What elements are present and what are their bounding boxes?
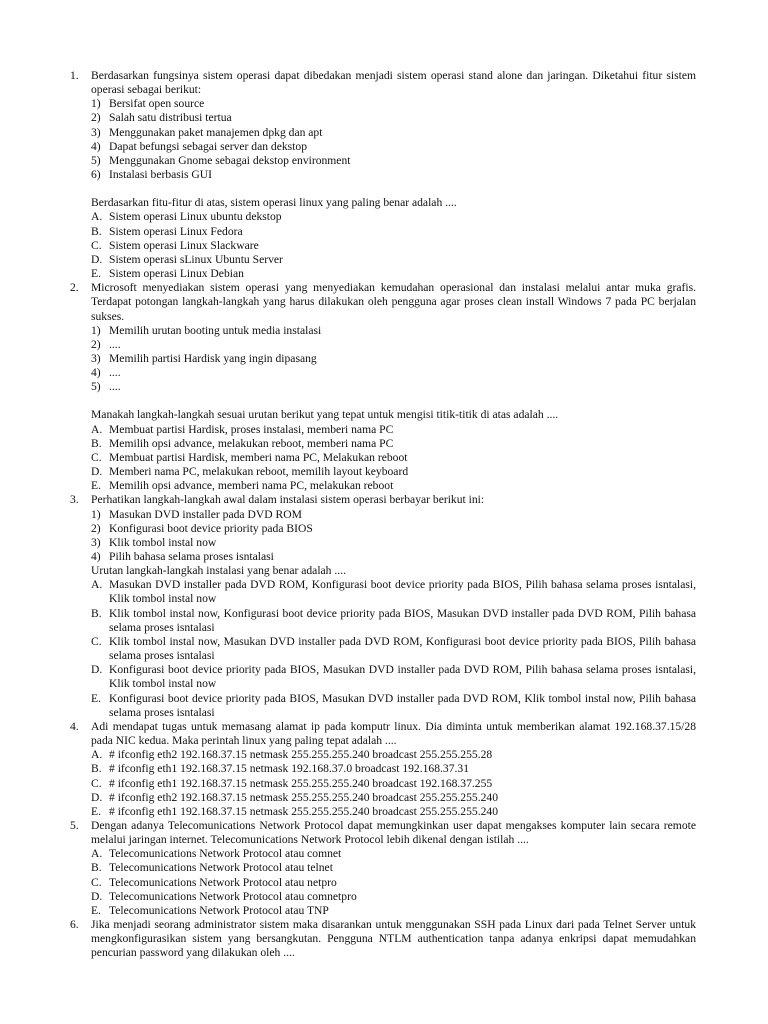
answer-option (91, 847, 696, 861)
option-text: # ifconfig eth1 192.168.37.15 netmask 255.255.255.240 broadcast 192.168.37.255 (109, 776, 493, 790)
item-text: Salah satu distribusi tertua (109, 111, 232, 125)
item-marker: 1) (91, 323, 101, 337)
answer-option (91, 423, 696, 437)
answer-option (91, 451, 696, 465)
option-text: # ifconfig eth2 192.168.37.15 netmask 255.255.255.240 broadcast 255.255.255.240 (109, 790, 498, 804)
answer-option (91, 861, 696, 875)
option-marker: B. (91, 606, 102, 620)
option-marker: E. (91, 691, 101, 705)
question-stem: Perhatikan langkah-langkah awal dalam instalasi sistem operasi berbayar berikut ini: (91, 493, 485, 507)
question-stem: Microsoft menyediakan sistem operasi yang menyediakan kemudahan operasional dan instalasi melalui antar muka grafis. Terdapat potongan langkah-langkah yang harus dilakukan oleh pengguna agar proses clean install Windows 7 pada PC berjalan sukses. (91, 281, 696, 323)
list-item (91, 550, 696, 564)
option-marker: D. (91, 889, 103, 903)
question-6 (70, 918, 696, 960)
answer-option (91, 239, 696, 253)
list-item (91, 126, 696, 140)
option-text: Klik tombol instal now, Masukan DVD installer pada DVD ROM, Konfigurasi boot device priority pada BIOS, Pilih bahasa selama proses isntalasi (109, 634, 696, 663)
item-marker: 6) (91, 168, 101, 182)
answer-option (91, 578, 696, 606)
option-text: # ifconfig eth2 192.168.37.15 netmask 255.255.255.240 broadcast 255.255.255.28 (109, 748, 493, 762)
answer-option (91, 607, 696, 635)
question-number: 4. (70, 719, 79, 733)
answer-option (91, 777, 696, 791)
item-text: Konfigurasi boot device priority pada BIOS (109, 521, 313, 535)
answer-option (91, 663, 696, 691)
option-text: Sistem operasi Linux Fedora (109, 224, 243, 238)
item-text: Menggunakan Gnome sebagai dekstop environment (109, 153, 351, 167)
item-text: Memilih partisi Hardisk yang ingin dipasang (109, 351, 317, 365)
option-marker: D. (91, 465, 103, 479)
option-marker: B. (91, 861, 102, 875)
answer-option (91, 748, 696, 762)
item-marker: 5) (91, 380, 101, 394)
item-marker: 5) (91, 153, 101, 167)
option-text: Telecomunications Network Protocol atau telnet (109, 861, 333, 875)
answer-option (91, 479, 696, 493)
item-marker: 1) (91, 507, 101, 521)
option-marker: A. (91, 422, 103, 436)
item-text: .... (109, 337, 121, 351)
question-stem: Dengan adanya Telecomunications Network Protocol dapat memungkinkan user dapat mengakses komputer lain secara remote melalui jaringan internet. Telecomunications Network Protocol lebih dikenal dengan istilah .... (91, 818, 696, 847)
option-text: Memberi nama PC, melakukan reboot, memilih layout keyboard (109, 465, 409, 479)
question-1 (70, 69, 696, 281)
option-text: Konfigurasi boot device priority pada BIOS, Masukan DVD installer pada DVD ROM, Klik tombol instal now, Pilih bahasa selama proses isntalasi (109, 691, 696, 719)
option-marker: C. (91, 238, 102, 252)
list-item (91, 111, 696, 125)
option-marker: C. (91, 776, 102, 790)
answer-option (91, 692, 696, 720)
option-marker: B. (91, 436, 102, 450)
item-marker: 4) (91, 550, 101, 563)
item-marker: 1) (91, 97, 101, 111)
item-text: .... (109, 366, 121, 380)
option-text: Sistem operasi sLinux Ubuntu Server (109, 252, 283, 266)
option-text: Telecomunications Network Protocol atau comnet (109, 847, 342, 861)
item-text: Klik tombol instal now (109, 535, 217, 549)
question-number: 1. (70, 69, 79, 82)
list-item (91, 366, 696, 380)
question-number: 5. (70, 818, 79, 832)
item-marker: 3) (91, 351, 101, 365)
option-text: # ifconfig eth1 192.168.37.15 netmask 255.255.255.240 broadcast 255.255.255.240 (109, 804, 498, 818)
option-marker: A. (91, 578, 103, 592)
list-item (91, 140, 696, 154)
item-marker: 3) (91, 535, 101, 549)
answer-option (91, 210, 696, 224)
list-item (91, 154, 696, 168)
question-prompt: Manakah langkah-langkah sesuai urutan berikut yang tepat untuk mengisi titik-titik di atas adalah .... (91, 408, 559, 422)
question-stem: Berdasarkan fungsinya sistem operasi dapat dibedakan menjadi sistem operasi stand alone dan jaringan. Diketahui fitur sistem operasi sebagai berikut: (91, 69, 696, 97)
answer-option (91, 635, 696, 663)
list-item (91, 380, 696, 394)
item-marker: 3) (91, 125, 101, 139)
list-item (91, 536, 696, 550)
item-marker: 2) (91, 521, 101, 535)
question-2 (70, 281, 696, 493)
spacer (91, 182, 696, 196)
item-text: Dapat befungsi sebagai server dan dekstop (109, 139, 307, 153)
list-item (91, 324, 696, 338)
option-marker: D. (91, 252, 103, 266)
option-text: Telecomunications Network Protocol atau TNP (109, 903, 329, 917)
option-text: # ifconfig eth1 192.168.37.15 netmask 192.168.37.0 broadcast 192.168.37.31 (109, 762, 470, 776)
spacer (91, 394, 696, 408)
option-marker: A. (91, 210, 103, 224)
item-text: Menggunakan paket manajemen dpkg dan apt (109, 125, 323, 139)
option-text: Membuat partisi Hardisk, proses instalasi, memberi nama PC (109, 422, 394, 436)
item-text: Instalasi berbasis GUI (109, 168, 213, 182)
option-marker: E. (91, 267, 101, 281)
answer-option (91, 762, 696, 776)
option-text: Telecomunications Network Protocol atau netpro (109, 875, 337, 889)
answer-option (91, 890, 696, 904)
option-text: Telecomunications Network Protocol atau comnetpro (109, 889, 357, 903)
list-item (91, 522, 696, 536)
item-text: Memilih urutan booting untuk media instalasi (109, 323, 322, 337)
list-item (91, 352, 696, 366)
question-4 (70, 720, 696, 819)
question-number: 3. (70, 493, 79, 507)
question-stem: Jika menjadi seorang administrator sistem maka disarankan untuk menggunakan SSH pada Linux dari pada Telnet Server untuk mengkonfigurasikan sistem yang bersangkutan. Pengguna NTLM authentication tanpa adanya enkripsi dapat memudahkan pencurian password yang dilakukan oleh .... (91, 918, 696, 960)
option-marker: A. (91, 847, 103, 861)
option-marker: C. (91, 450, 102, 464)
option-text: Memilih opsi advance, memberi nama PC, melakukan reboot (109, 479, 394, 493)
answer-option (91, 805, 696, 819)
item-text: Bersifat open source (109, 97, 205, 111)
item-text: .... (109, 380, 121, 394)
item-marker: 2) (91, 111, 101, 125)
option-marker: B. (91, 224, 102, 238)
item-text: Pilih bahasa selama proses isntalasi (109, 550, 274, 563)
question-prompt: Berdasarkan fitu-fitur di atas, sistem operasi linux yang paling benar adalah .... (91, 196, 457, 210)
option-marker: C. (91, 875, 102, 889)
answer-option (91, 791, 696, 805)
answer-option (91, 267, 696, 281)
list-item (91, 168, 696, 182)
item-text: Masukan DVD installer pada DVD ROM (109, 507, 302, 521)
answer-option (91, 876, 696, 890)
question-5 (70, 819, 696, 918)
option-marker: D. (91, 663, 103, 677)
option-text: Memilih opsi advance, melakukan reboot, memberi nama PC (109, 436, 394, 450)
option-text: Klik tombol instal now, Konfigurasi boot device priority pada BIOS, Masukan DVD installer pada DVD ROM, Pilih bahasa selama proses isntalasi (109, 606, 696, 634)
question-number: 2. (70, 281, 79, 295)
option-text: Sistem operasi Linux Slackware (109, 238, 259, 252)
option-marker: A. (91, 748, 103, 762)
option-marker: E. (91, 903, 101, 917)
item-marker: 4) (91, 366, 101, 380)
option-marker: D. (91, 790, 103, 804)
list-item (91, 97, 696, 111)
option-marker: E. (91, 804, 101, 818)
option-text: Konfigurasi boot device priority pada BIOS, Masukan DVD installer pada DVD ROM, Pilih bahasa selama proses isntalasi, Klik tombol instal now (109, 663, 696, 691)
answer-option (91, 904, 696, 918)
option-text: Sistem operasi Linux ubuntu dekstop (109, 210, 282, 224)
option-text: Sistem operasi Linux Debian (109, 267, 244, 281)
answer-option (91, 465, 696, 479)
list-item (91, 338, 696, 352)
answer-option (91, 253, 696, 267)
option-marker: C. (91, 634, 102, 648)
answer-option (91, 225, 696, 239)
question-prompt: Urutan langkah-langkah instalasi yang benar adalah .... (91, 564, 346, 578)
answer-option (91, 437, 696, 451)
option-marker: B. (91, 762, 102, 776)
list-item (91, 508, 696, 522)
question-3 (70, 493, 696, 720)
item-marker: 4) (91, 139, 101, 153)
option-marker: E. (91, 479, 101, 493)
option-text: Membuat partisi Hardisk, memberi nama PC, Melakukan reboot (109, 450, 408, 464)
item-marker: 2) (91, 337, 101, 351)
option-text: Masukan DVD installer pada DVD ROM, Konfigurasi boot device priority pada BIOS, Pilih bahasa selama proses isntalasi, Klik tombol instal now (109, 578, 696, 606)
question-number: 6. (70, 918, 79, 932)
question-stem: Adi mendapat tugas untuk memasang alamat ip pada komputr linux. Dia diminta untuk memberikan alamat 192.168.37.15/28 pada NIC kedua. Maka perintah linux yang paling tepat adalah .... (91, 719, 696, 748)
